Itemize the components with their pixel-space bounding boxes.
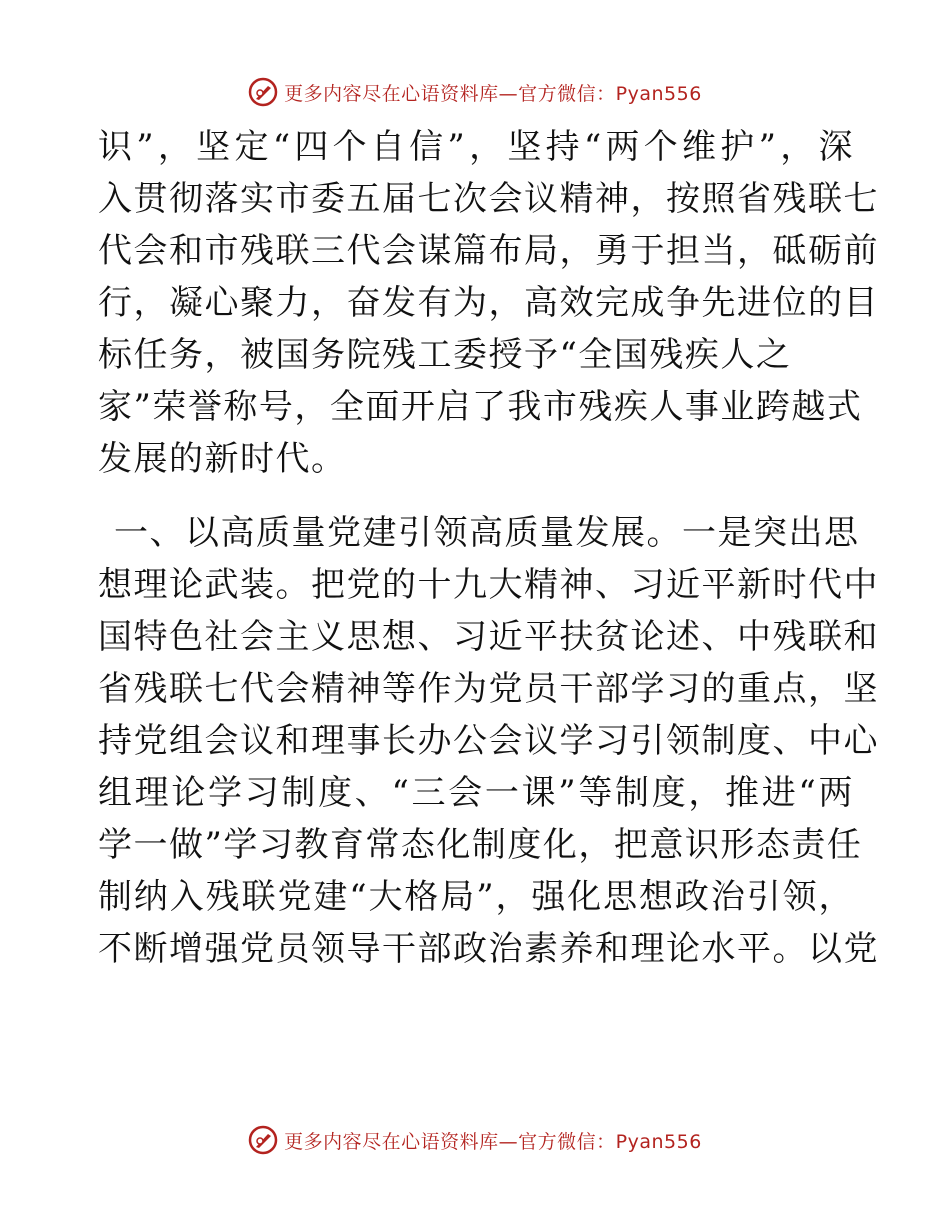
text-line: 行，凝心聚力，奋发有为，高效完成争先进位的目 [98, 283, 879, 323]
header-wechat: 官方微信：Pyan556 [518, 82, 702, 105]
header-banner [0, 72, 950, 112]
text-line: 入贯彻落实市委五届七次会议精神，按照省残联七 [98, 179, 879, 219]
footer-banner [0, 1120, 950, 1160]
text-line: 代会和市残联三代会谋篇布局，勇于担当，砥砺前 [98, 231, 879, 271]
text-line: 想理论武装。把党的十九大精神、习近平新时代中 [98, 565, 879, 605]
footer-text [284, 1127, 702, 1154]
text-line: 省残联七代会精神等作为党员干部学习的重点，坚 [98, 669, 879, 709]
paragraph-1 [98, 121, 879, 485]
header-text [284, 79, 702, 106]
text-line: 持党组会议和理事长办公会议学习引领制度、中心 [98, 721, 879, 761]
text-line: 制纳入残联党建“大格局”，强化思想政治引领， [98, 877, 854, 917]
text-line: 家”荣誉称号，全面开启了我市残疾人事业跨越式 [98, 387, 863, 427]
document-body [98, 121, 879, 975]
text-line: 组理论学习制度、“三会一课”等制度，推进“两 [98, 773, 854, 813]
quill-logo-icon [248, 77, 278, 107]
header-brand: 更多内容尽在心语资料库 [284, 82, 499, 105]
text-line: 学一做”学习教育常态化制度化，把意识形态责任 [98, 825, 863, 865]
paragraph-gap [98, 485, 854, 507]
text-line: 发展的新时代。 [98, 439, 347, 479]
text-line: 国特色社会主义思想、习近平扶贫论述、中残联和 [98, 617, 879, 657]
text-line: 一、以高质量党建引领高质量发展。一是突出思 [114, 513, 860, 553]
text-line: 不断增强党员领导干部政治素养和理论水平。以党 [98, 929, 879, 969]
quill-logo-icon [248, 1125, 278, 1155]
text-line: 识”，坚定“四个自信”，坚持“两个维护”，深 [98, 127, 854, 167]
paragraph-2 [98, 507, 879, 975]
text-line: 标任务，被国务院残工委授予“全国残疾人之 [98, 335, 792, 375]
header-separator: — [498, 82, 519, 105]
footer-brand: 更多内容尽在心语资料库 [284, 1130, 499, 1153]
footer-separator: — [498, 1130, 519, 1153]
footer-wechat: 官方微信：Pyan556 [518, 1130, 702, 1153]
